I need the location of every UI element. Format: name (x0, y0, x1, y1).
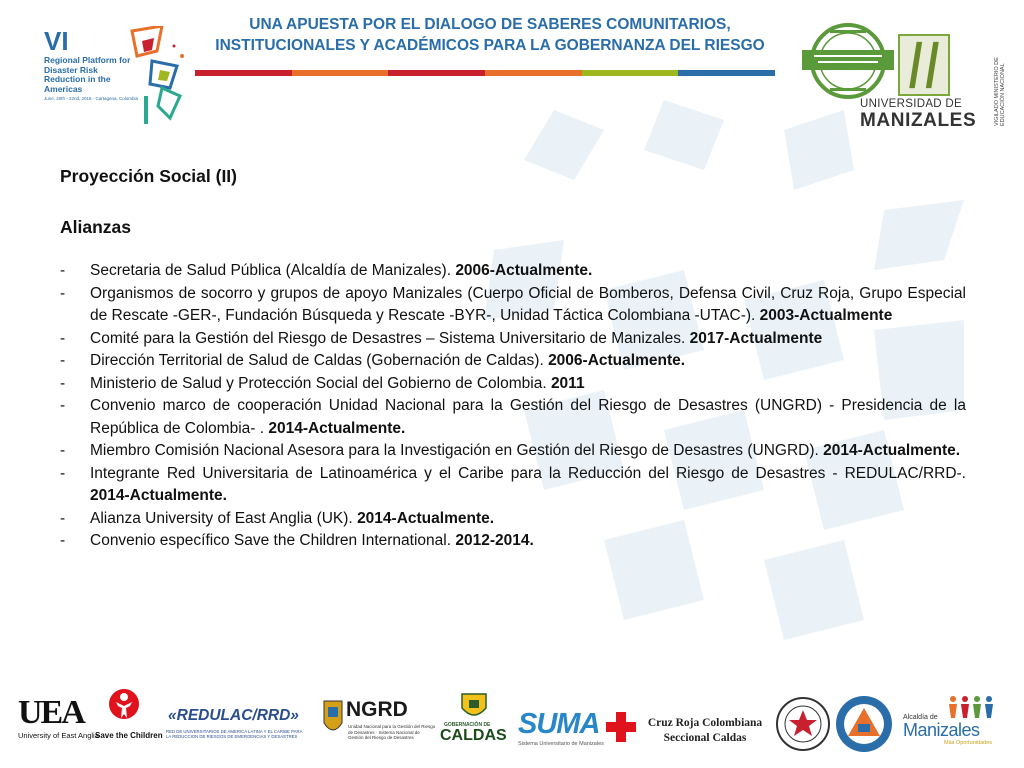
list-item-date: 2011 (550, 374, 585, 392)
list-item (60, 440, 966, 463)
list-item-dash: - (60, 464, 66, 482)
section-subtitle: Alianzas (60, 217, 131, 237)
ngrd-subtitle: Unidad Nacional para la Gestión del Riesgo de Desastres · Sistema Nacional de Gestión del Riesgo de Desastres (348, 724, 436, 740)
list-item-text: Convenio marco de cooperación Unidad Nacional para la Gestión del Riesgo de Desastres (UNGRD) - Presidencia de la República de Colombia- . (90, 397, 966, 437)
alcaldia-logo-text: Manizales (903, 720, 980, 740)
list-item-text: Convenio específico Save the Children International. (90, 532, 456, 549)
cruz-roja-line2: Seccional Caldas (663, 732, 747, 744)
vigilado-label: VIGILADO MINISTERIO DE EDUCACIÓN NACIONAL (994, 57, 1006, 126)
suma-logo-text: SUMA (518, 708, 600, 740)
universidad-de-manizales-logo (856, 34, 992, 134)
list-item-dash: - (60, 397, 66, 414)
list-item (60, 260, 966, 283)
ngrd-shield-icon (322, 697, 344, 739)
list-item-dash: - (60, 442, 66, 459)
list-item-dash: - (60, 509, 66, 527)
list-item-dash: - (60, 352, 66, 369)
list-item (60, 350, 966, 373)
alcaldia-figures-icon (945, 694, 995, 720)
header-title (190, 14, 790, 56)
main-content (60, 166, 966, 553)
save-the-children-text: Save the Children (95, 731, 163, 740)
list-item-date: 2006-Actualmente. (455, 262, 593, 279)
university-emblem-shape (900, 36, 948, 94)
list-item-date: 2006-Actualmente. (548, 352, 686, 369)
list-item-text: Miembro Comisión Nacional Asesora para la Investigación en Gestión del Riesgo de Desastres (UNGRD). (90, 442, 824, 459)
color-bar-segment (678, 70, 775, 76)
list-item-date: 2014-Actualmente. (823, 442, 961, 459)
alcaldia-label: Alcaldía de (903, 714, 938, 721)
list-item-date: 2003-Actualmente (759, 307, 893, 324)
list-item-text: Comité para la Gestión del Riesgo de Desastres – Sistema Universitario de Manizales. (90, 329, 690, 347)
list-item (60, 530, 966, 553)
color-bar-segment (388, 70, 485, 76)
uea-logo-mark: UEA (18, 694, 84, 731)
alliances-list (60, 260, 966, 553)
list-item-text: Alianza University of East Anglia (UK). (90, 509, 358, 527)
uea-logo-text: University of East Anglia (18, 731, 99, 740)
list-item-dash: - (60, 532, 66, 549)
list-item (60, 283, 966, 328)
redulac-logo: «REDULAC/RRD» (168, 707, 299, 724)
list-item-text: Secretaria de Salud Pública (Alcaldía de Manizales). (90, 262, 456, 279)
list-item (60, 328, 966, 351)
redulac-subtitle: RED DE UNIVERSITARIOS DE AMERICA LATINA Y EL CARIBE PARA LA REDUCCION DE RIESGOS DE EMERGENCIAS Y DESASTRES (166, 729, 303, 739)
list-item-date: 2012-2014. (455, 532, 534, 549)
list-item-dash: - (60, 374, 66, 392)
defensa-civil-seal-icon (834, 694, 894, 754)
list-item-date: 2014-Actualmente. (90, 487, 227, 504)
list-item-text: Integrante Red Universitaria de Latinoamérica y el Caribe para la Reducción del Riesgo de Desastres - REDULAC/RRD-. (90, 464, 966, 482)
list-item-text: Ministerio de Salud y Protección Social del Gobierno de Colombia. (90, 374, 551, 392)
list-item-date: 2017-Actualmente (689, 329, 823, 347)
list-item-dash: - (60, 329, 66, 347)
university-emblem-icon (898, 34, 950, 96)
list-item (60, 508, 966, 531)
color-bar-segment (195, 70, 292, 76)
suma-subtitle: Sistema Universitario de Manizales (518, 741, 604, 747)
header-color-bar (195, 70, 775, 76)
caldas-gobernacion-label: GOBERNACIÓN DE (444, 722, 491, 728)
vi-numeral: VI (44, 26, 69, 56)
list-item (60, 463, 966, 508)
caldas-logo-text: CALDAS (440, 727, 507, 744)
color-bar-segment (292, 70, 389, 76)
list-item (60, 373, 966, 396)
list-item-date: 2014-Actualmente. (268, 419, 406, 437)
list-item-dash: - (60, 284, 66, 302)
vi-emblem-icon (122, 26, 192, 126)
list-item-text: Dirección Territorial de Salud de Caldas (Gobernación de Caldas). (90, 352, 549, 369)
caldas-shield-icon (460, 692, 488, 722)
list-item-dash: - (60, 262, 66, 279)
vi-dates: June, 20th - 22nd, 2018 - Cartagena, Colombia (44, 96, 139, 101)
page-title: Proyección Social (II) (60, 166, 237, 186)
alcaldia-subtitle: Más Oportunidades (944, 740, 992, 746)
color-bar-segment (485, 70, 582, 76)
header-title-line1: UNA APUESTA POR EL DIALOGO DE SABERES COMUNITARIOS, (249, 16, 731, 33)
color-bar-segment (582, 70, 679, 76)
cruz-roja-label (638, 716, 772, 746)
list-item (60, 395, 966, 440)
red-cross-horizontal (606, 722, 636, 732)
vi-platform-name: Regional Platform for Disaster Risk Reduction in the Americas (44, 55, 131, 94)
university-name-line2: MANIZALES (860, 110, 977, 131)
header-title-line2: INSTITUCIONALES Y ACADÉMICOS PARA LA GOBERNANZA DEL RIESGO (215, 37, 765, 54)
list-item-text: Organismos de socorro y grupos de apoyo Manizales (Cuerpo Oficial de Bomberos, Defensa Civil, Cruz Roja, Grupo Especial de Rescate -GER-, Fundación Búsqueda y Rescate -BYR-, Unidad Táctica Colombiana -UTAC-). (90, 284, 966, 324)
red-cross-icon (606, 712, 636, 742)
ngrd-logo-text: NGRD (346, 698, 408, 721)
list-item-date: 2014-Actualmente. (357, 509, 495, 527)
university-name-line1: UNIVERSIDAD DE (860, 98, 962, 110)
cruz-roja-line1: Cruz Roja Colombiana (647, 717, 763, 729)
save-the-children-icon (108, 688, 140, 728)
vi-regional-platform-logo (44, 26, 194, 126)
bomberos-seal-icon (775, 696, 831, 752)
